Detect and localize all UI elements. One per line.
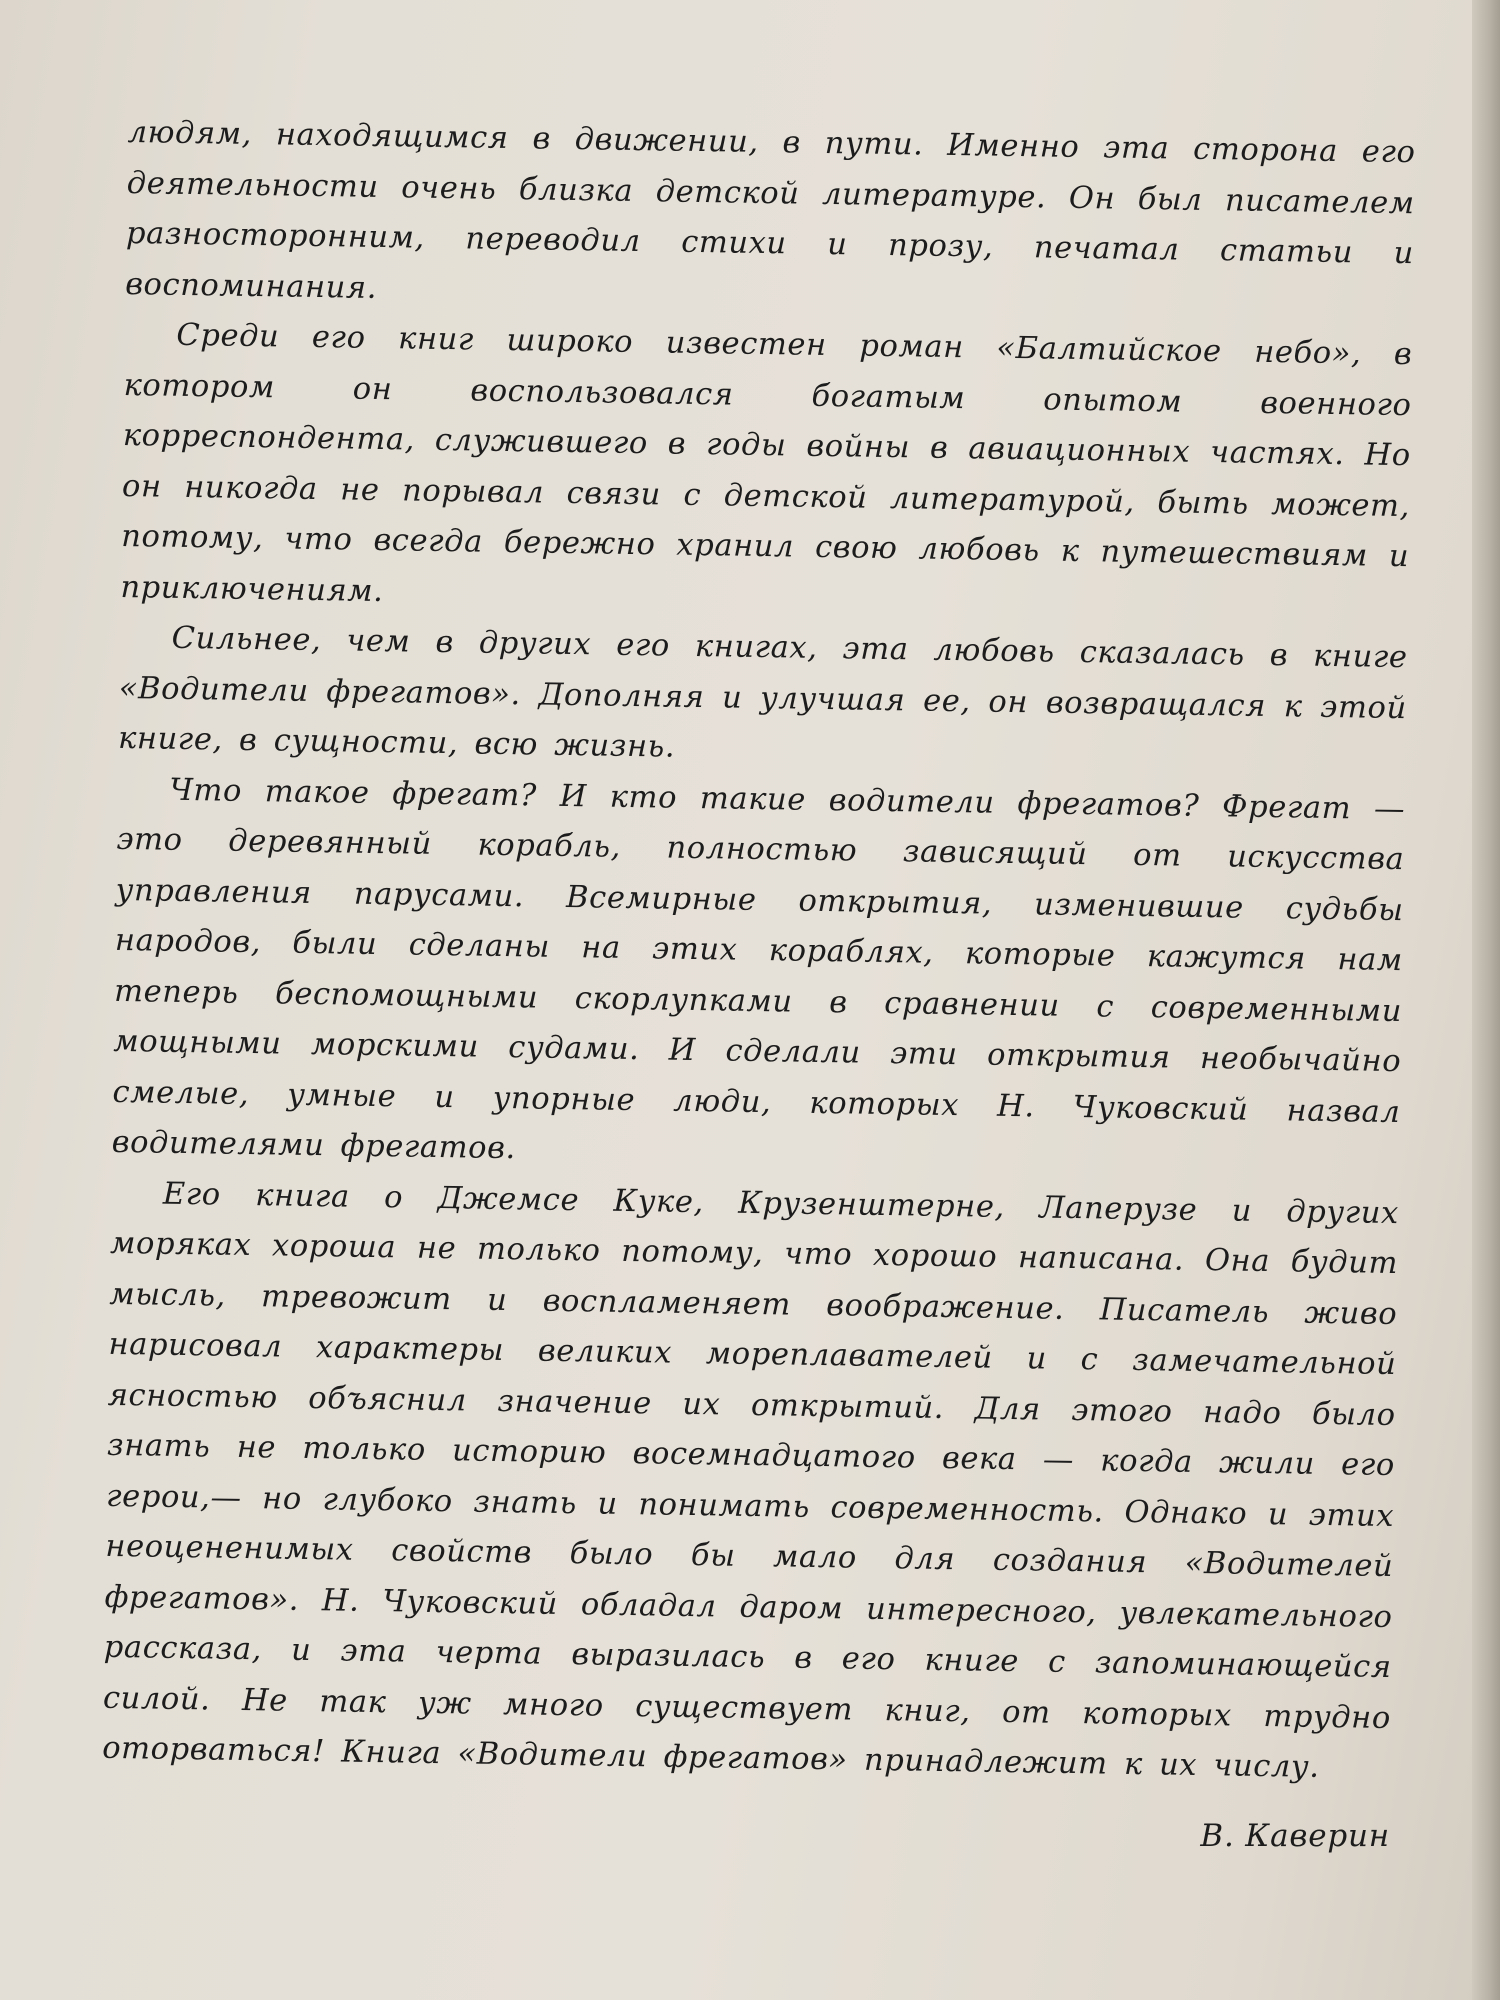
paragraph-1: людям, находящимся в движении, в пути. Именно эта сторона его деятельности очень близка детской литературе. Он был писателем разносторонним, переводил стихи и прозу, печатал статьи и воспоминания.	[124, 114, 1416, 306]
paragraph-3: Сильнее, чем в других его книгах, эта любовь сказалась в книге «Водители фрегатов». Дополняя и улучшая ее, он возвращался к этой книге, в сущности, всю жизнь.	[117, 620, 1408, 765]
paragraph-2: Среди его книг широко известен роман «Балтийское небо», в котором он воспользовался богатым опытом военного корреспондента, служившего в годы войны в авиационных частях. Но он никогда не порывал связи с детской литературой, быть может, потому, что всегда бережно хранил свою любовь к путешествиям и приключениям.	[120, 317, 1413, 609]
page-edge-shadow	[1472, 0, 1500, 2000]
body-text	[102, 108, 1416, 1795]
paragraph-5: Его книга о Джемсе Куке, Крузенштерне, Лаперузе и других моряках хороша не только потому, что хорошо написана. Она будит мысль, тревожит и воспламеняет воображение. Писатель живо нарисовал характеры великих мореплавателей и с замечательной ясностью объяснил значение их открытий. Для этого надо было знать не только историю восемнадцатого века — когда жили его герои,— но глубоко знать и понимать современность. Однако и этих неоцененимых свойств было бы мало для создания «Водителей фрегатов». Н. Чуковский обладал даром интересного, увлекательного рассказа, и эта черта выразилась в его книге с запоминающейся силой. Не так уж много существует книг, от которых трудно оторваться! Книга «Водители фрегатов» принадлежит к их числу.	[101, 1176, 1400, 1785]
author-signature: В. Каверин	[1200, 1818, 1390, 1854]
paragraph-4: Что такое фрегат? И кто такие водители фрегатов? Фрегат — это деревянный корабль, полностью зависящий от искусства управления парусами. Всемирные открытия, изменившие судьбы народов, были сделаны на этих кораблях, которые кажутся нам теперь беспомощными скорлупками в сравнении с современными мощными морскими судами. И сделали эти открытия необычайно смелые, умные и упорные люди, которых Н. Чуковский назвал водителями фрегатов.	[111, 772, 1406, 1167]
